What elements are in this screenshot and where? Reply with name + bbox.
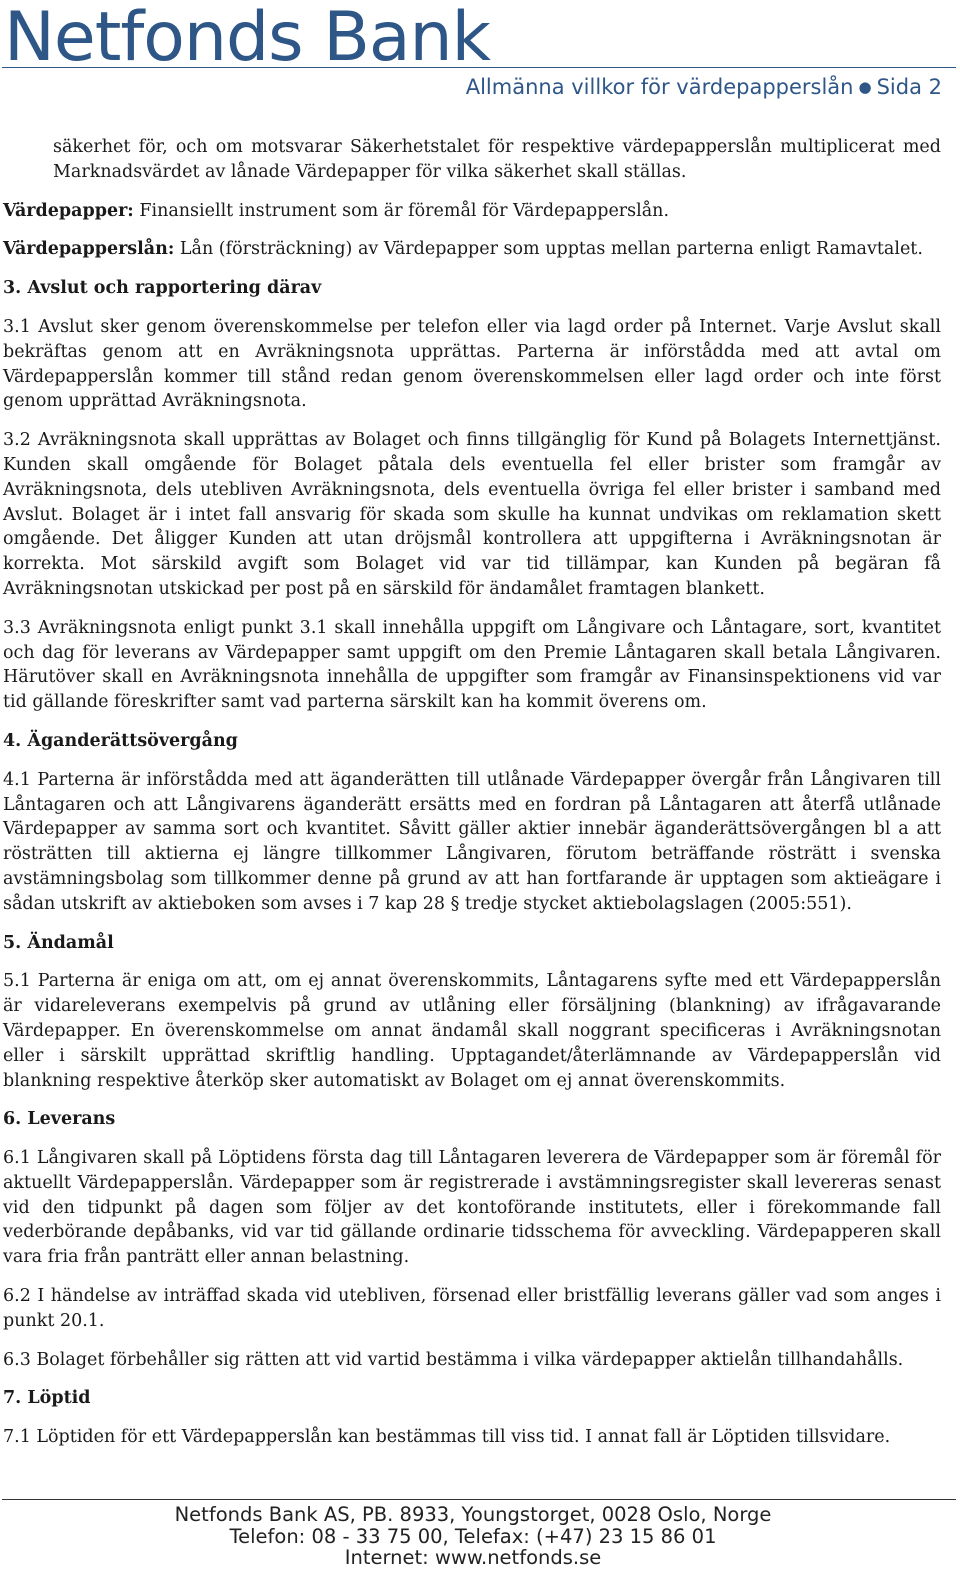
paragraph-4-1: 4.1 Parterna är införstådda med att äganderätten till utlånade Värdepapper övergår från Långivaren till Låntagaren och att Långivarens äganderätt ersätts med en fordran på Låntagaren att återfå utlånade Värdepapper av samma sort och kvantitet. Såvitt gäller aktier innebär äganderättsövergången bl a att rösträtten till aktierna ej längre tillkommer Långivaren, förutom beträffande rösträtt i svenska avstämningsbolag som tillkommer denne på grund av att han fortfarande är upptagen som aktieägare i sådan utskrift av aktieboken som avses i 7 kap 28 § tredje stycket aktiebolagslagen (2005:551). [3,769,941,914]
paragraph-3-3: 3.3 Avräkningsnota enligt punkt 3.1 skall innehålla uppgift om Långivare och Låntagare, sort, kvantitet och dag för leverans av Värdepapper samt uppgift om den Premie Låntagaren skall betala Långivaren. Härutöver skall en Avräkningsnota innehålla de uppgifter som framgår av Finansinspektionens vid var tid gällande föreskrifter samt vad parterna särskilt kan ha kommit överens om. [3,617,941,713]
paragraph-6-3: 6.3 Bolaget förbehåller sig rätten att vid vartid bestämma i vilka värdepapper aktielån tillhandahålls. [3,1349,904,1370]
page-header-subtitle [466,72,942,104]
section-heading-6: 6. Leverans [3,1109,116,1130]
definition-text: Lån (försträckning) av Värdepapper som upptas mellan parterna enligt Ramavtalet. [179,239,923,260]
bullet-separator-icon: ● [858,78,872,96]
footer-divider [2,1499,956,1500]
continuation-paragraph: säkerhet för, och om motsvarar Säkerhetstalet för respektive värdepapperslån multiplicerat med Marknadsvärdet av lånade Värdepapper för vilka säkerhet skall ställas. [53,137,941,182]
section-heading-3: 3. Avslut och rapportering därav [3,278,322,299]
paragraph-6-2: 6.2 I händelse av inträffad skada vid utebliven, försenad eller bristfällig leverans gäller vad som anges i punkt 20.1. [3,1286,941,1331]
definition-vardepapper [3,199,941,224]
paragraph-6-1: 6.1 Långivaren skall på Löptidens första dag till Låntagaren leverera de Värdepapper som är föremål för aktuellt Värdepapperslån. Värdepapper som är registrerade i avstämningsregister skall levereras senast vid den tidpunkt på dagen som följer av det kontoförande institutets, eller i förekommande fall vederbörande depåbanks, vid var tid gällande ordinarie tidsschema för avveckling. Värdepapperen skall vara fria från panträtt eller annan belastning. [3,1148,941,1268]
page-number: Sida 2 [876,75,942,99]
section-heading-4: 4. Äganderättsövergång [3,730,238,751]
document-title: Allmänna villkor för värdepapperslån [465,75,854,99]
brand-logo-text: Netfonds Bank [4,0,491,77]
section-heading-7: 7. Löptid [3,1388,91,1409]
page-footer [0,1504,946,1569]
paragraph-7-1: 7.1 Löptiden för ett Värdepapperslån kan bestämmas till viss tid. I annat fall är Löptiden tillsvidare. [3,1427,891,1448]
definition-text: Finansiellt instrument som är föremål för Värdepapperslån. [139,200,670,221]
section-heading-5: 5. Ändamål [3,932,114,953]
footer-phone: Telefon: 08 - 33 75 00, Telefax: (+47) 23 15 86 01 [229,1524,717,1548]
paragraph-3-1: 3.1 Avslut sker genom överenskommelse per telefon eller via lagd order på Internet. Varje Avslut skall bekräftas genom att en Avräkningsnota upprättas. Parterna är införstådda med att avtal om Värdepapperslån kommer till stånd redan genom överenskommelsen eller lagd order och inte först genom upprättad Avräkningsnota. [3,316,941,412]
footer-website: Internet: www.netfonds.se [344,1546,602,1569]
definition-term: Värdepapperslån: [3,239,175,260]
document-body [3,135,941,1464]
paragraph-3-2: 3.2 Avräkningsnota skall upprättas av Bolaget och finns tillgänglig för Kund på Bolagets Internettjänst. Kunden skall omgående för Bolaget påtala dels eventuella fel eller brister som framgår av Avräkningsnota, dels utebliven Avräkningsnota, dels eventuella övriga fel eller brister i samband med Avslut. Bolaget är i intet fall ansvarig för skada som skulle ha kunnat undvikas om reklamation skett omgående. Det åligger Kunden att utan dröjsmål kontrollera att uppgifterna i Avräkningsnotan är korrekta. Mot särskild avgift som Bolaget vid var tid tillämpar, kan Kunden på begäran få Avräkningsnotan utskickad per post på en särskild för ändamålet framtagen blankett. [3,430,941,599]
paragraph-5-1: 5.1 Parterna är eniga om att, om ej annat överenskommits, Låntagarens syfte med ett Värdepapperslån är vidareleverans exempelvis på grund av utlåning eller försäljning (blankning) av ifrågavarande Värdepapper. En överenskommelse om annat ändamål skall noggrant specificeras i Avräkningsnotan eller i särskilt upprättad skriftlig handling. Upptagandet/återlämnande av Värdepapperslån vid blankning respektive återköp sker automatiskt av Bolaget om ej annat överenskommits. [3,971,941,1091]
definition-vardepapperslan [3,237,941,262]
footer-address: Netfonds Bank AS, PB. 8933, Youngstorget, 0028 Oslo, Norge [174,1503,772,1526]
definition-term: Värdepapper: [3,200,134,221]
header-divider [2,67,956,68]
